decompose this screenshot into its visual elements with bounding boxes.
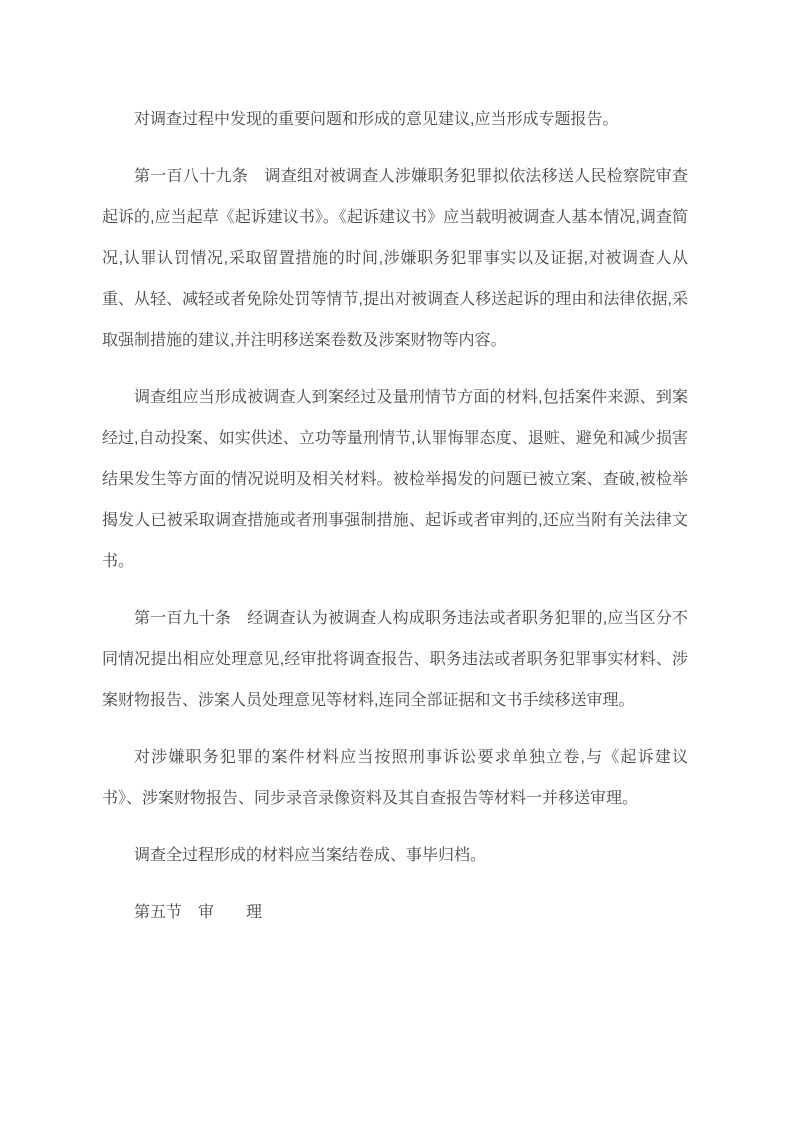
section-heading: 第五节 审 理 — [134, 904, 263, 921]
paragraph: 第一百九十条 经调查认为被调查人构成职务违法或者职务犯罪的,应当区分不同情况提出相应处理意见,经审批将调查报告、职务违法或者职务犯罪事实材料、涉案财物报告、涉案人员处理意见等材料,连同全部证据和文书手续移送审理。 — [102, 610, 688, 709]
paragraph: 对涉嫌职务犯罪的案件材料应当按照刑事诉讼要求单独立卷,与《起诉建议书》、涉案财物报告、同步录音录像资料及其自查报告等材料一并移送审理。 — [102, 749, 688, 807]
paragraph: 调查全过程形成的材料应当案结卷成、事毕归档。 — [134, 847, 487, 864]
document-content — [102, 99, 688, 933]
paragraph: 调查组应当形成被调查人到案经过及量刑情节方面的材料,包括案件来源、到案经过,自动投案、如实供述、立功等量刑情节,认罪悔罪态度、退赃、避免和减少损害结果发生等方面的情况说明及相关材料。被检举揭发的问题已被立案、查破,被检举揭发人已被采取调查措施或者刑事强制措施、起诉或者审判的,还应当附有关法律文书。 — [102, 389, 688, 570]
paragraph: 第一百八十九条 调查组对被调查人涉嫌职务犯罪拟依法移送人民检察院审查起诉的,应当起草《起诉建议书》。《起诉建议书》应当载明被调查人基本情况,调查简况,认罪认罚情况,采取留置措施的时间,涉嫌职务犯罪事实以及证据,对被调查人从重、从轻、减轻或者免除处罚等情节,提出对被调查人移送起诉的理由和法律依据,采取强制措施的建议,并注明移送案卷数及涉案财物等内容。 — [102, 168, 688, 349]
paragraph: 对调查过程中发现的重要问题和形成的意见建议,应当形成专题报告。 — [134, 111, 619, 128]
